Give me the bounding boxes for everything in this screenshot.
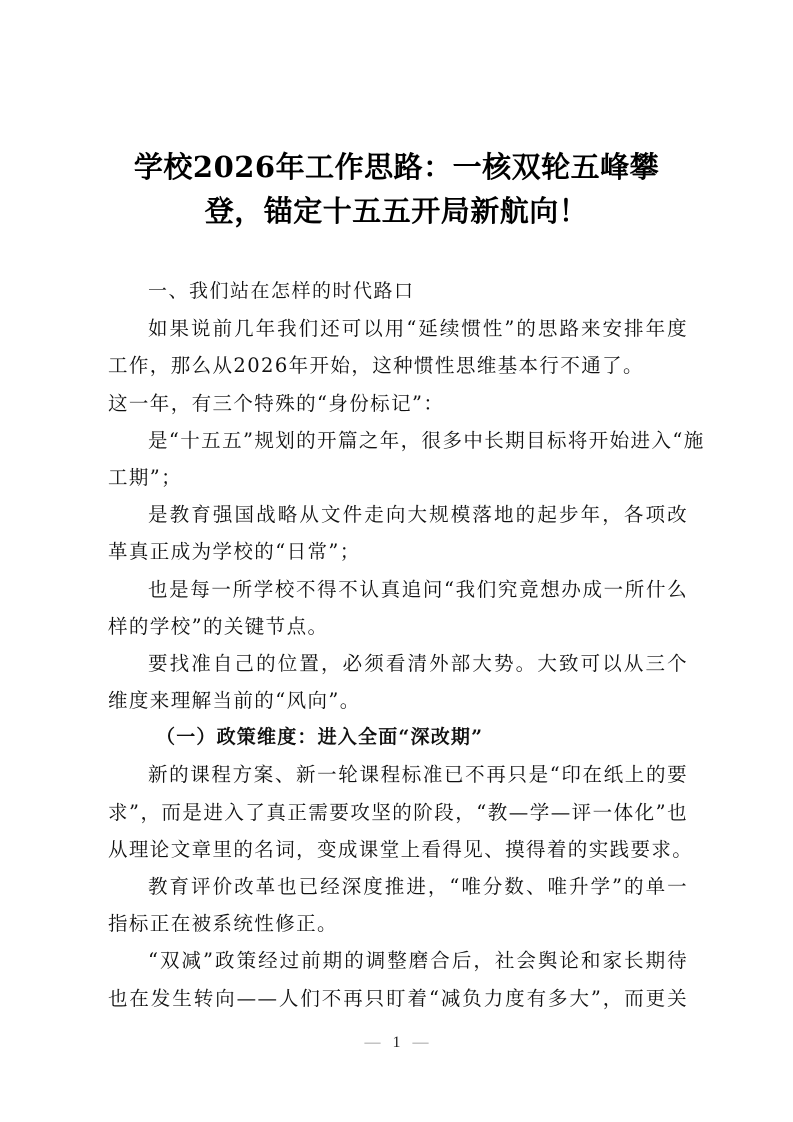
paragraph-line: 样的学校”的关键节点。 (108, 614, 329, 638)
paragraph-line: 从理论文章里的名词，变成课堂上看得见、摸得着的实践要求。 (108, 837, 694, 861)
paragraph-line: 也在发生转向——人们不再只盯着“减负力度有多大”，而更关 (108, 986, 688, 1010)
section-heading-2: （一）政策维度：进入全面“深改期” (156, 726, 484, 749)
paragraph-line: “双减”政策经过前期的调整磨合后，社会舆论和家长期待 (148, 949, 688, 973)
footer-dash-left: — (364, 1034, 381, 1051)
document-title (100, 145, 693, 233)
page-number: 1 (392, 1034, 401, 1051)
paragraph-line: 工作，那么从2026年开始，这种惯性思维基本行不通了。 (108, 354, 644, 378)
paragraph-line: 维度来理解当前的“风向”。 (108, 689, 361, 713)
footer-dash-right: — (412, 1034, 429, 1051)
paragraph-line: 工期”； (108, 465, 183, 489)
document-body (108, 273, 705, 1017)
paragraph-line: 也是每一所学校不得不认真追问“我们究竟想办成一所什么 (148, 577, 688, 601)
paragraph-line: 革真正成为学校的“日常”； (108, 540, 361, 564)
paragraph-line: 教育评价改革也已经深度推进，“唯分数、唯升学”的单一 (148, 875, 688, 898)
paragraph-line: 是教育强国战略从文件走向大规模落地的起步年，各项改 (148, 503, 688, 527)
section-heading-1: 一、我们站在怎样的时代路口 (148, 280, 415, 302)
paragraph-line: 要找准自己的位置，必须看清外部大势。大致可以从三个 (148, 651, 688, 675)
title-line-2: 登，锚定十五五开局新航向！ (204, 194, 589, 228)
title-line-1: 学校2026年工作思路：一核双轮五峰攀 (133, 150, 660, 184)
paragraph-line: 如果说前几年我们还可以用“延续惯性”的思路来安排年度 (148, 317, 688, 341)
paragraph-line: 指标正在被系统性修正。 (108, 912, 338, 936)
paragraph-line: 是“十五五”规划的开篇之年，很多中长期目标将开始进入“施 (148, 428, 705, 452)
paragraph-line: 这一年，有三个特殊的“身份标记”： (108, 391, 445, 415)
paragraph-line: 新的课程方案、新一轮课程标准已不再只是“印在纸上的要 (148, 763, 688, 787)
paragraph-line: 求”，而是进入了真正需要攻坚的阶段，“教—学—评一体化”也 (108, 800, 688, 824)
page-footer (0, 1034, 793, 1052)
